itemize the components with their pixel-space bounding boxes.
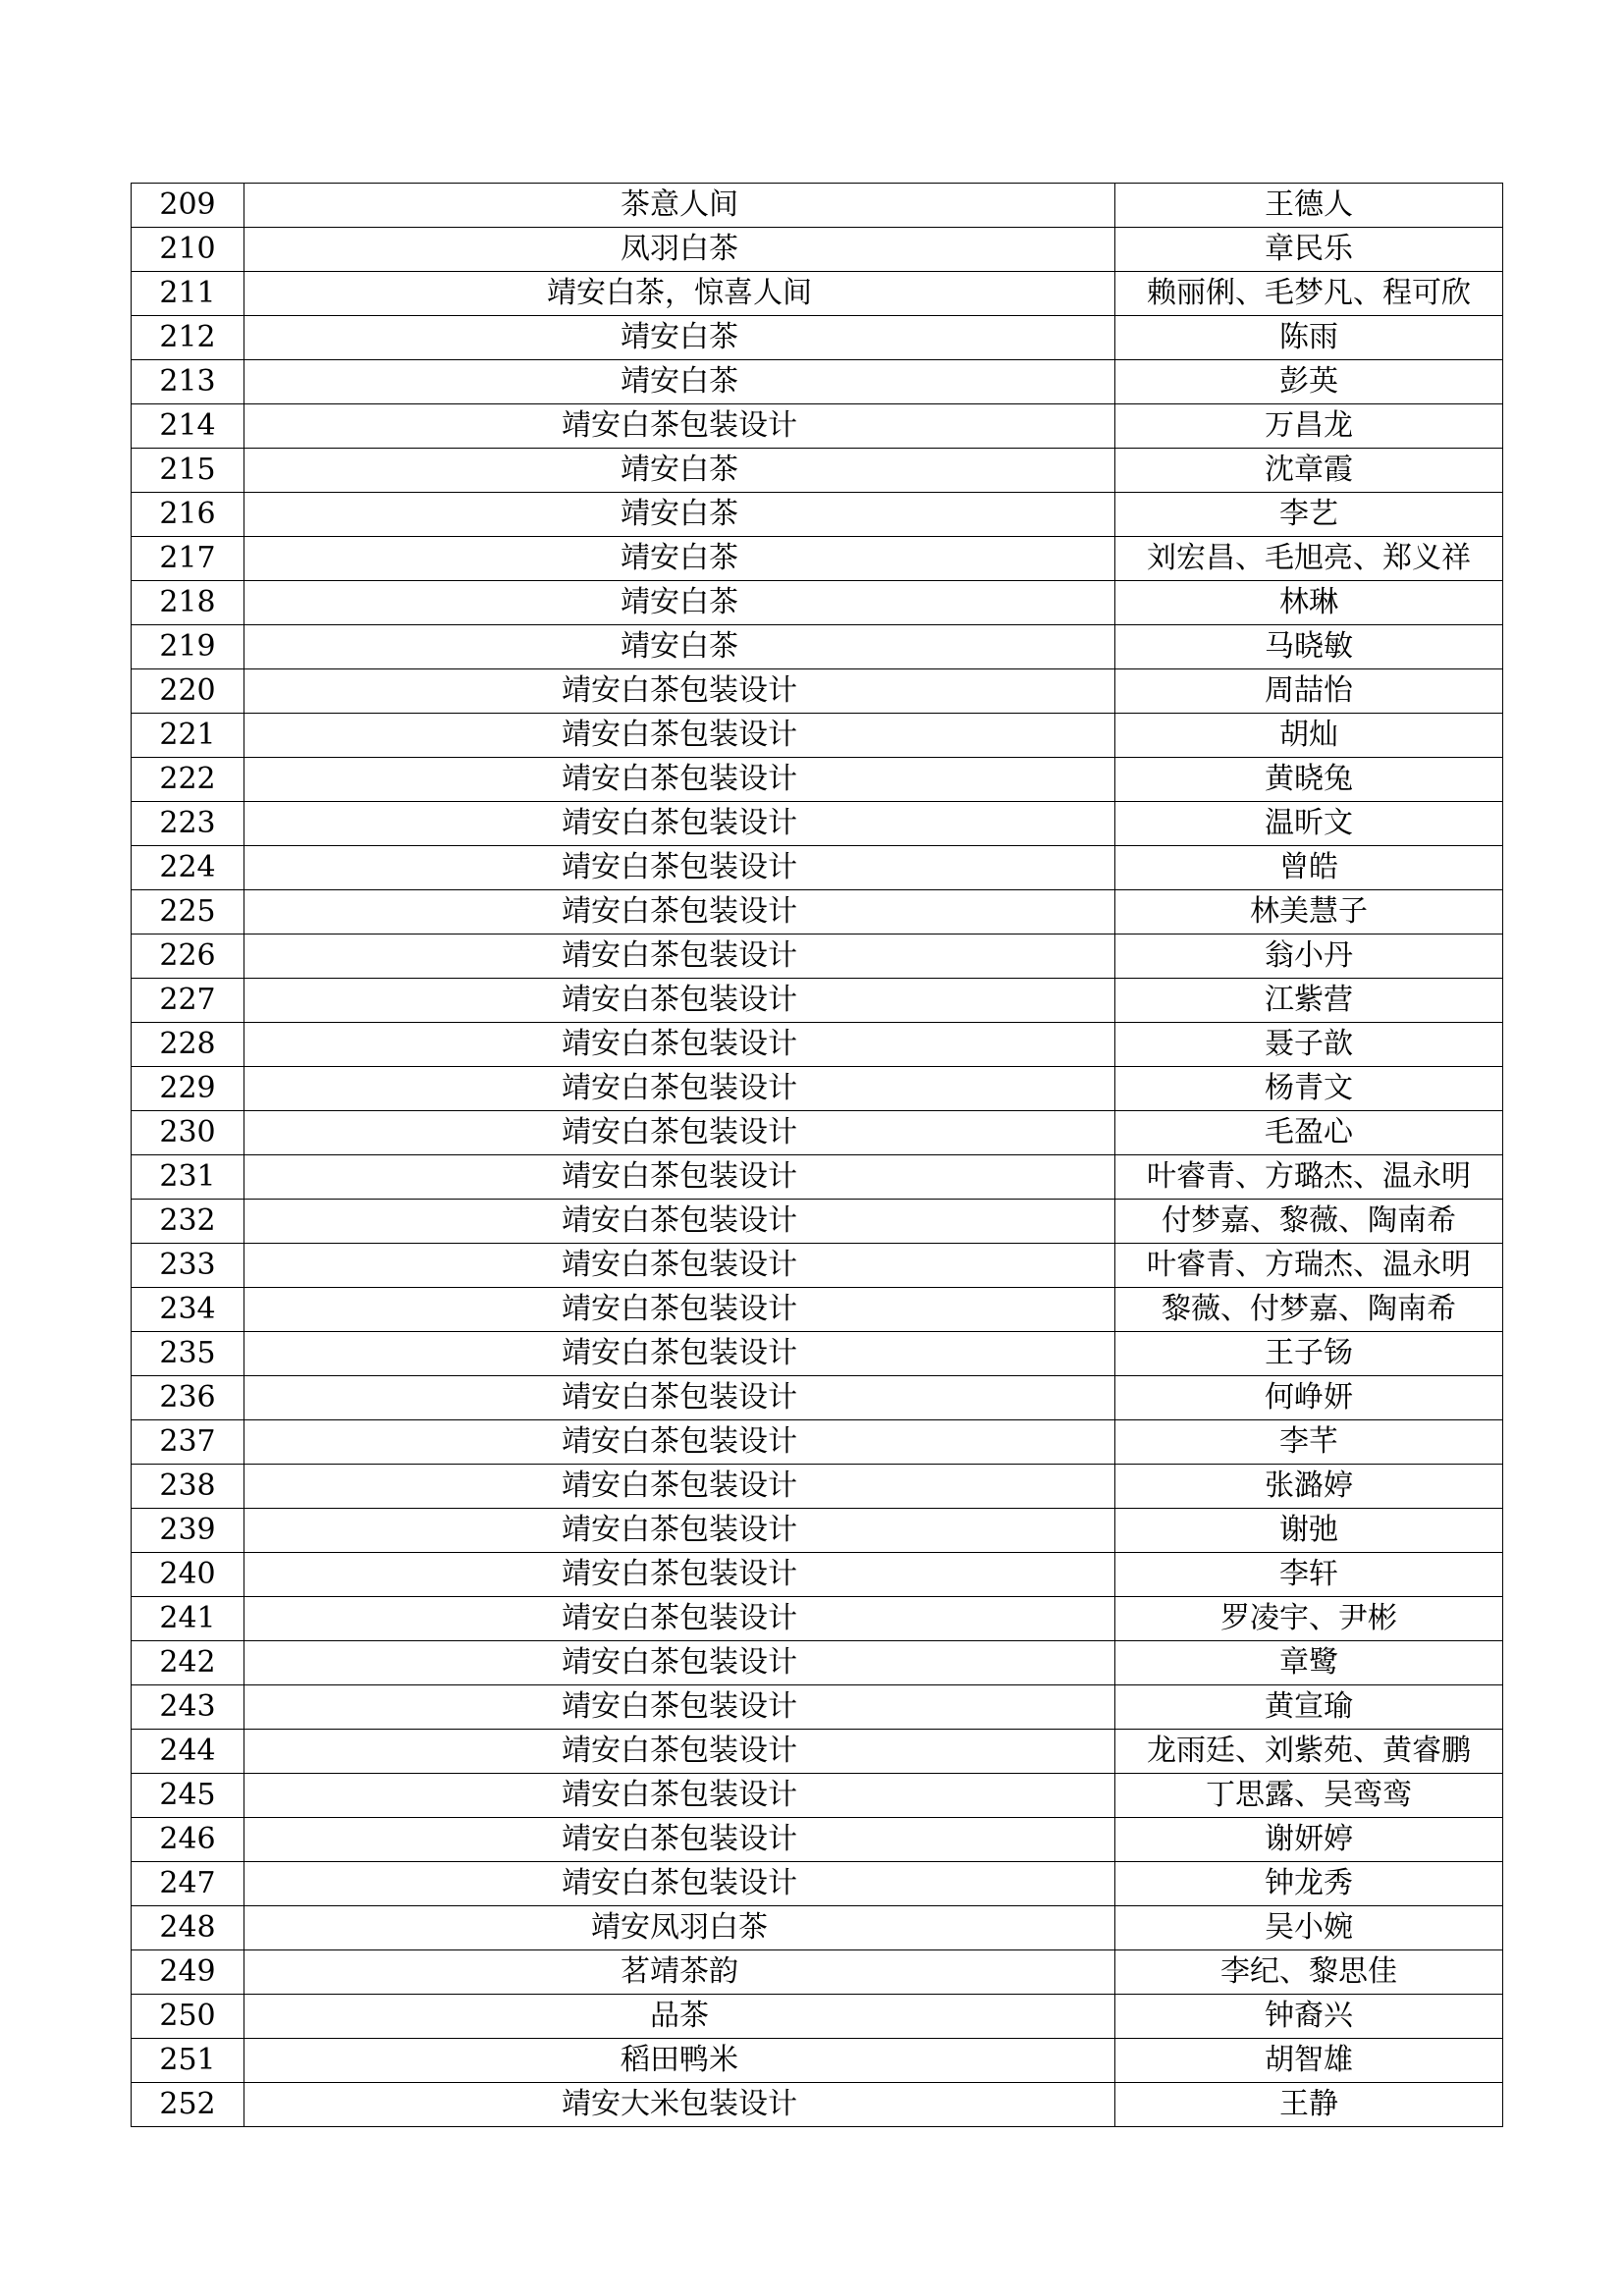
- entry-authors-cell: 章民乐: [1115, 228, 1503, 272]
- table-row: [132, 1244, 1503, 1288]
- entry-authors-cell: 万昌龙: [1115, 404, 1503, 449]
- entry-title-cell: 靖安白茶，惊喜人间: [244, 272, 1115, 316]
- entry-authors-cell: 王德人: [1115, 184, 1503, 228]
- entry-title-cell: 靖安白茶: [244, 316, 1115, 360]
- entry-title-cell: 茗靖茶韵: [244, 1950, 1115, 1995]
- table-row: [132, 1597, 1503, 1641]
- entry-authors-cell: 钟龙秀: [1115, 1862, 1503, 1906]
- table-row: [132, 272, 1503, 316]
- table-row: [132, 846, 1503, 890]
- entry-authors-cell: 黄晓兔: [1115, 758, 1503, 802]
- entry-authors-cell: 刘宏昌、毛旭亮、郑义祥: [1115, 537, 1503, 581]
- entry-title-cell: 靖安白茶包装设计: [244, 1553, 1115, 1597]
- entry-authors-cell: 胡智雄: [1115, 2039, 1503, 2083]
- table-row: [132, 1200, 1503, 1244]
- table-row: [132, 2083, 1503, 2127]
- table-row: [132, 449, 1503, 493]
- entry-authors-cell: 黄宣瑜: [1115, 1685, 1503, 1730]
- entry-authors-cell: 张潞婷: [1115, 1465, 1503, 1509]
- entry-title-cell: 靖安凤羽白茶: [244, 1906, 1115, 1950]
- entry-authors-cell: 谢弛: [1115, 1509, 1503, 1553]
- entry-number-cell: 248: [132, 1906, 244, 1950]
- entry-title-cell: 靖安白茶包装设计: [244, 802, 1115, 846]
- entry-number-cell: 221: [132, 714, 244, 758]
- entry-authors-cell: 温昕文: [1115, 802, 1503, 846]
- entry-number-cell: 239: [132, 1509, 244, 1553]
- entry-title-cell: 靖安白茶包装设计: [244, 1155, 1115, 1200]
- entry-number-cell: 209: [132, 184, 244, 228]
- entry-authors-cell: 沈章霞: [1115, 449, 1503, 493]
- entry-authors-cell: 陈雨: [1115, 316, 1503, 360]
- entry-title-cell: 稻田鸭米: [244, 2039, 1115, 2083]
- entry-number-cell: 237: [132, 1420, 244, 1465]
- entry-number-cell: 224: [132, 846, 244, 890]
- entry-authors-cell: 吴小婉: [1115, 1906, 1503, 1950]
- table-row: [132, 1465, 1503, 1509]
- entry-authors-cell: 罗凌宇、尹彬: [1115, 1597, 1503, 1641]
- entry-title-cell: 靖安白茶包装设计: [244, 1200, 1115, 1244]
- table-row: [132, 228, 1503, 272]
- entry-number-cell: 243: [132, 1685, 244, 1730]
- entry-number-cell: 244: [132, 1730, 244, 1774]
- table-row: [132, 537, 1503, 581]
- table-row: [132, 979, 1503, 1023]
- entry-number-cell: 247: [132, 1862, 244, 1906]
- table-row: [132, 1332, 1503, 1376]
- table-row: [132, 1376, 1503, 1420]
- entry-title-cell: 靖安白茶包装设计: [244, 1730, 1115, 1774]
- entry-title-cell: 靖安白茶包装设计: [244, 1067, 1115, 1111]
- entry-number-cell: 251: [132, 2039, 244, 2083]
- table-row: [132, 184, 1503, 228]
- entry-title-cell: 靖安白茶包装设计: [244, 1509, 1115, 1553]
- table-row: [132, 669, 1503, 714]
- entry-authors-cell: 赖丽俐、毛梦凡、程可欣: [1115, 272, 1503, 316]
- entry-authors-cell: 聂子歆: [1115, 1023, 1503, 1067]
- entry-authors-cell: 彭英: [1115, 360, 1503, 404]
- table-row: [132, 1995, 1503, 2039]
- entries-table-body: [132, 184, 1503, 2127]
- entry-title-cell: 靖安白茶包装设计: [244, 1818, 1115, 1862]
- entry-authors-cell: 林琳: [1115, 581, 1503, 625]
- entry-number-cell: 249: [132, 1950, 244, 1995]
- entry-number-cell: 242: [132, 1641, 244, 1685]
- table-row: [132, 1730, 1503, 1774]
- entry-number-cell: 228: [132, 1023, 244, 1067]
- entry-authors-cell: 马晓敏: [1115, 625, 1503, 669]
- entry-title-cell: 靖安白茶包装设计: [244, 1641, 1115, 1685]
- entry-authors-cell: 李艺: [1115, 493, 1503, 537]
- entry-number-cell: 226: [132, 934, 244, 979]
- entry-title-cell: 品茶: [244, 1995, 1115, 2039]
- entry-title-cell: 靖安白茶包装设计: [244, 1774, 1115, 1818]
- entry-number-cell: 252: [132, 2083, 244, 2127]
- entry-number-cell: 210: [132, 228, 244, 272]
- entry-number-cell: 235: [132, 1332, 244, 1376]
- entry-authors-cell: 谢妍婷: [1115, 1818, 1503, 1862]
- table-row: [132, 404, 1503, 449]
- entry-number-cell: 220: [132, 669, 244, 714]
- entry-number-cell: 234: [132, 1288, 244, 1332]
- entry-title-cell: 靖安白茶包装设计: [244, 1023, 1115, 1067]
- entry-title-cell: 靖安白茶包装设计: [244, 1420, 1115, 1465]
- entry-authors-cell: 曾皓: [1115, 846, 1503, 890]
- entry-number-cell: 233: [132, 1244, 244, 1288]
- table-row: [132, 758, 1503, 802]
- entry-title-cell: 茶意人间: [244, 184, 1115, 228]
- entry-title-cell: 靖安白茶包装设计: [244, 846, 1115, 890]
- entry-number-cell: 217: [132, 537, 244, 581]
- table-row: [132, 1111, 1503, 1155]
- entry-authors-cell: 胡灿: [1115, 714, 1503, 758]
- entry-title-cell: 靖安白茶: [244, 537, 1115, 581]
- entry-authors-cell: 林美慧子: [1115, 890, 1503, 934]
- entry-title-cell: 靖安白茶包装设计: [244, 404, 1115, 449]
- entry-authors-cell: 龙雨廷、刘紫苑、黄睿鹏: [1115, 1730, 1503, 1774]
- table-row: [132, 1818, 1503, 1862]
- entry-number-cell: 227: [132, 979, 244, 1023]
- entry-number-cell: 215: [132, 449, 244, 493]
- table-row: [132, 1420, 1503, 1465]
- entry-title-cell: 靖安白茶: [244, 360, 1115, 404]
- entry-number-cell: 211: [132, 272, 244, 316]
- entry-number-cell: 218: [132, 581, 244, 625]
- table-row: [132, 360, 1503, 404]
- entry-title-cell: 靖安白茶包装设计: [244, 714, 1115, 758]
- entry-authors-cell: 毛盈心: [1115, 1111, 1503, 1155]
- table-row: [132, 1023, 1503, 1067]
- table-row: [132, 890, 1503, 934]
- table-row: [132, 1641, 1503, 1685]
- entry-number-cell: 231: [132, 1155, 244, 1200]
- entry-title-cell: 靖安白茶包装设计: [244, 1465, 1115, 1509]
- table-row: [132, 1774, 1503, 1818]
- table-row: [132, 934, 1503, 979]
- entry-title-cell: 靖安白茶: [244, 625, 1115, 669]
- entry-authors-cell: 章鹭: [1115, 1641, 1503, 1685]
- entry-number-cell: 240: [132, 1553, 244, 1597]
- entry-authors-cell: 江紫营: [1115, 979, 1503, 1023]
- entry-title-cell: 靖安白茶包装设计: [244, 1862, 1115, 1906]
- entry-number-cell: 250: [132, 1995, 244, 2039]
- table-row: [132, 1509, 1503, 1553]
- entry-title-cell: 靖安白茶包装设计: [244, 1597, 1115, 1641]
- entry-authors-cell: 周喆怡: [1115, 669, 1503, 714]
- entry-number-cell: 232: [132, 1200, 244, 1244]
- table-row: [132, 1950, 1503, 1995]
- entry-authors-cell: 王静: [1115, 2083, 1503, 2127]
- entry-number-cell: 212: [132, 316, 244, 360]
- table-row: [132, 625, 1503, 669]
- entry-title-cell: 凤羽白茶: [244, 228, 1115, 272]
- entry-authors-cell: 何峥妍: [1115, 1376, 1503, 1420]
- entry-number-cell: 225: [132, 890, 244, 934]
- table-row: [132, 1288, 1503, 1332]
- entry-number-cell: 213: [132, 360, 244, 404]
- entries-table: [131, 183, 1503, 2127]
- table-row: [132, 714, 1503, 758]
- entry-number-cell: 246: [132, 1818, 244, 1862]
- entry-authors-cell: 杨青文: [1115, 1067, 1503, 1111]
- entry-authors-cell: 李纪、黎思佳: [1115, 1950, 1503, 1995]
- table-row: [132, 1685, 1503, 1730]
- table-row: [132, 1155, 1503, 1200]
- entry-title-cell: 靖安白茶: [244, 493, 1115, 537]
- table-row: [132, 316, 1503, 360]
- entry-title-cell: 靖安白茶包装设计: [244, 1288, 1115, 1332]
- table-row: [132, 1067, 1503, 1111]
- entry-number-cell: 241: [132, 1597, 244, 1641]
- entry-title-cell: 靖安白茶包装设计: [244, 1111, 1115, 1155]
- entry-authors-cell: 钟裔兴: [1115, 1995, 1503, 2039]
- entry-title-cell: 靖安白茶: [244, 581, 1115, 625]
- entry-authors-cell: 李芊: [1115, 1420, 1503, 1465]
- entry-number-cell: 229: [132, 1067, 244, 1111]
- entry-number-cell: 216: [132, 493, 244, 537]
- entry-title-cell: 靖安大米包装设计: [244, 2083, 1115, 2127]
- entry-authors-cell: 叶睿青、方璐杰、温永明: [1115, 1155, 1503, 1200]
- entry-authors-cell: 叶睿青、方瑞杰、温永明: [1115, 1244, 1503, 1288]
- entry-number-cell: 236: [132, 1376, 244, 1420]
- entry-title-cell: 靖安白茶包装设计: [244, 934, 1115, 979]
- table-row: [132, 802, 1503, 846]
- entry-title-cell: 靖安白茶包装设计: [244, 979, 1115, 1023]
- entry-number-cell: 238: [132, 1465, 244, 1509]
- entry-authors-cell: 付梦嘉、黎薇、陶南希: [1115, 1200, 1503, 1244]
- table-row: [132, 1862, 1503, 1906]
- entry-title-cell: 靖安白茶包装设计: [244, 1332, 1115, 1376]
- entry-authors-cell: 黎薇、付梦嘉、陶南希: [1115, 1288, 1503, 1332]
- entry-title-cell: 靖安白茶包装设计: [244, 1244, 1115, 1288]
- entry-number-cell: 219: [132, 625, 244, 669]
- entry-number-cell: 245: [132, 1774, 244, 1818]
- entry-number-cell: 230: [132, 1111, 244, 1155]
- entry-authors-cell: 翁小丹: [1115, 934, 1503, 979]
- table-row: [132, 493, 1503, 537]
- entry-title-cell: 靖安白茶包装设计: [244, 669, 1115, 714]
- entry-title-cell: 靖安白茶包装设计: [244, 890, 1115, 934]
- entry-title-cell: 靖安白茶包装设计: [244, 1685, 1115, 1730]
- table-row: [132, 2039, 1503, 2083]
- entry-title-cell: 靖安白茶包装设计: [244, 1376, 1115, 1420]
- entry-authors-cell: 李轩: [1115, 1553, 1503, 1597]
- entry-title-cell: 靖安白茶: [244, 449, 1115, 493]
- entry-authors-cell: 王子钖: [1115, 1332, 1503, 1376]
- table-row: [132, 1906, 1503, 1950]
- entry-number-cell: 223: [132, 802, 244, 846]
- entry-title-cell: 靖安白茶包装设计: [244, 758, 1115, 802]
- entry-number-cell: 214: [132, 404, 244, 449]
- entry-authors-cell: 丁思露、吴鸾鸾: [1115, 1774, 1503, 1818]
- entry-number-cell: 222: [132, 758, 244, 802]
- table-row: [132, 581, 1503, 625]
- table-row: [132, 1553, 1503, 1597]
